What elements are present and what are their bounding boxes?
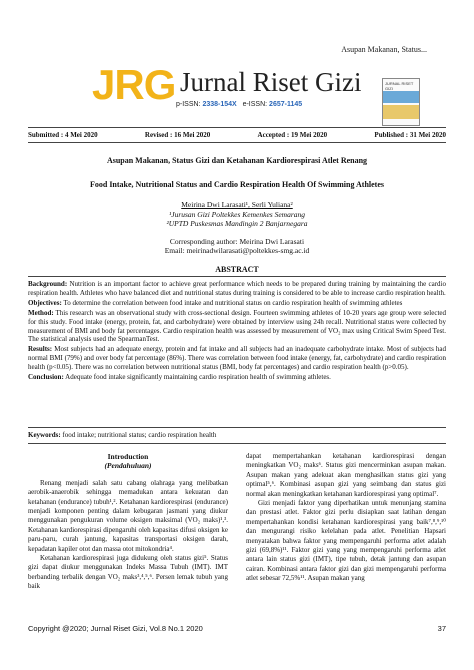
pissn-label: p-ISSN: — [176, 101, 201, 108]
date-submitted: Submitted : 4 Mei 2020 — [28, 131, 98, 139]
intro-column-left — [28, 452, 228, 592]
submission-dates — [28, 131, 446, 139]
cover-band-2 — [383, 105, 419, 119]
results-label: Results: — [28, 345, 53, 354]
abstract-heading: ABSTRACT — [215, 265, 259, 274]
intro-subheading: (Pendahuluan) — [104, 461, 152, 471]
journal-name: Jurnal Riset Gizi — [180, 67, 362, 97]
background-text: Nutrition is an important factor to achieve great performance which needs to be prepared during training by maintaining the cardio respiration health. Athletes who have balanced diet and nutritional status during training is considered to be able to increase cardio respiration health. — [28, 280, 447, 297]
method-label: Method: — [28, 308, 54, 317]
cover-band — [383, 91, 419, 103]
running-header: Asupan Makanan, Status... — [341, 45, 427, 54]
cover-title: JURNAL RISET GIZI — [385, 81, 414, 91]
keywords-text: food intake; nutritional status; cardio respiration health — [62, 431, 217, 439]
issn-line — [176, 101, 302, 108]
objectives-text: To determine the correlation between food intake and nutritional status on cardio respiration health of swimming athletes — [63, 298, 403, 307]
header-rule-bottom — [28, 142, 446, 143]
article-title-en: Food Intake, Nutritional Status and Cardio Respiration Health Of Swimming Athletes — [89, 180, 385, 189]
journal-cover-image — [382, 78, 420, 126]
footer-copyright: Copyright @2020; Jurnal Riset Gizi, Vol.8 No.1 2020 — [28, 624, 203, 633]
author-block — [28, 200, 446, 256]
date-accepted: Accepted : 19 Mei 2020 — [257, 131, 328, 139]
affiliation-2: ²UPTD Puskesmas Mandingin 2 Banjarnegara — [166, 219, 308, 228]
keywords-label: Keywords: — [28, 431, 61, 439]
eissn-value: 2657-1145 — [269, 101, 303, 108]
intro-paragraph-2: Ketahanan kardiorespirasi juga didukung oleh status gizi⁵. Status gizi dapat diukur menggunakan Indeks Massa Tubuh (IMT). IMT berbanding terbalik dengan VO₂ maks³,⁴,⁵,⁶. Persen lemak tubuh yang baik — [28, 554, 228, 591]
keywords — [28, 431, 446, 439]
abstract-rule-bottom — [28, 427, 446, 428]
eissn-label: e-ISSN: — [242, 101, 268, 108]
affiliation-1: ¹Jurusan Gizi Poltekkes Kemenkes Semarang — [169, 209, 305, 219]
abstract-body — [28, 280, 446, 383]
intro-paragraph-3: dapat mempertahankan ketahanan kardiorespirasi dengan meningkatkan VO₂ maks⁶. Status gizi mencerminkan asupan makan. Asupan makan yang adekuat akan menghasilkan status gizi yang optimal⁵,⁶. Kombinasi asupan gizi yang seimbang dan status gizi normal akan meningkatkan ketahanan kardiorespirasi yang optimal⁷. — [246, 452, 446, 498]
intro-paragraph-4: Gizi menjadi faktor yang diperhatikan untuk menunjang stamina dan prestasi atlet. Faktor gizi perlu disiapkan saat latihan dengan mempertahankan kondisi ketahanan kardiorespirasi yang baik⁷,⁸,⁹,¹⁰ dan mengurangi risiko kelelahan pada atlet. Penelitian Hapsari menyatakan bahwa faktor yang mempengaruhi performa atlet adalah gizi (69,8%)¹¹. Faktor gizi yang yang mempengaruhi performa atlet antara lain status gizi (IMT), tipe tubuh, detak jantung dan asupan cairan. Kombinasi antara faktor gizi dan gizi mempengaruhi performa atlet sebesar 72,5%¹¹. Asupan makan yang — [246, 499, 446, 583]
page-number: 37 — [437, 624, 446, 633]
objectives-label: Objectives: — [28, 298, 62, 307]
background-label: Background: — [28, 280, 68, 288]
corresponding-author: Corresponding author: Meirina Dwi Larasati — [169, 236, 305, 246]
conclusion-label: Conclusion: — [28, 373, 64, 382]
date-published: Published : 31 Mei 2020 — [374, 131, 446, 139]
page-footer — [28, 624, 446, 633]
author-email[interactable]: Email: meirinadwilarasati@poltekkes-smg.ac.id — [164, 246, 310, 255]
pissn-value: 2338-154X — [202, 101, 237, 108]
results-text: Most subjects had an adequate energy, protein and fat intake and all subjects had an inadequate carbohydrate intake. Most of subjects had normal BMI (79%) and over body fat percentage (86%). There was correlation between food intake (energy, fat, carbohydrate) and cardio respiration health (p<0.05). There was no correlation between nutritional status (BMI, body fat percentages) and cardio respiration health (p>0.05). — [28, 345, 447, 372]
date-revised: Revised : 16 Mei 2020 — [144, 131, 211, 139]
intro-heading: Introduction — [107, 452, 149, 461]
keywords-rule — [28, 443, 446, 444]
author-names: Meirina Dwi Larasati¹, Serli Yuliana² — [181, 200, 293, 209]
header-rule-top — [28, 127, 446, 128]
intro-column-right — [246, 452, 446, 584]
intro-paragraph-1: Renang menjadi salah satu cabang olahraga yang melibatkan aerobik-anaerobik sehingga memadukan antara kekuatan dan ketahanan (endurance) tubuh¹,². Ketahanan kardiorespirasi (endurance) menjadi komponen penting dalam kebugaran jasmani yang diukur menggunakan pengukuran volume oksigen maksimal (VO₂ maks)¹,³. Ketahanan kardiorespirasi dipengaruhi oleh kapasitas difusi oksigen ke paru-paru, curah jantung, kapasitas transportasi oksigen darah, kepadatan kapiler otot dan massa otot mitokondria⁴. — [28, 478, 228, 553]
journal-logo: JRG — [92, 61, 176, 108]
conclusion-text: Adequate food intake significantly maintaining cardio respiration health of swimming athletes. — [65, 373, 331, 382]
article-title-id: Asupan Makanan, Status Gizi dan Ketahanan Kardiorespirasi Atlet Renang — [106, 156, 368, 165]
abstract-rule-top — [28, 276, 446, 277]
method-text: This research was an observational study with cross-sectional design. Fourteen swimming athletes of 10-20 years age group were selected for this study. Food intake (energy, protein, fat, and carbohydrate) were obtained by interview using 24h recall. Nutritional status were collected by measurement of BMI and body fat percentages. Cardio respiration health was assessed by measurement of VO₂ max using Critical Swim Speed Test. The statistical analysis used the SpearmanTest. — [28, 308, 447, 344]
